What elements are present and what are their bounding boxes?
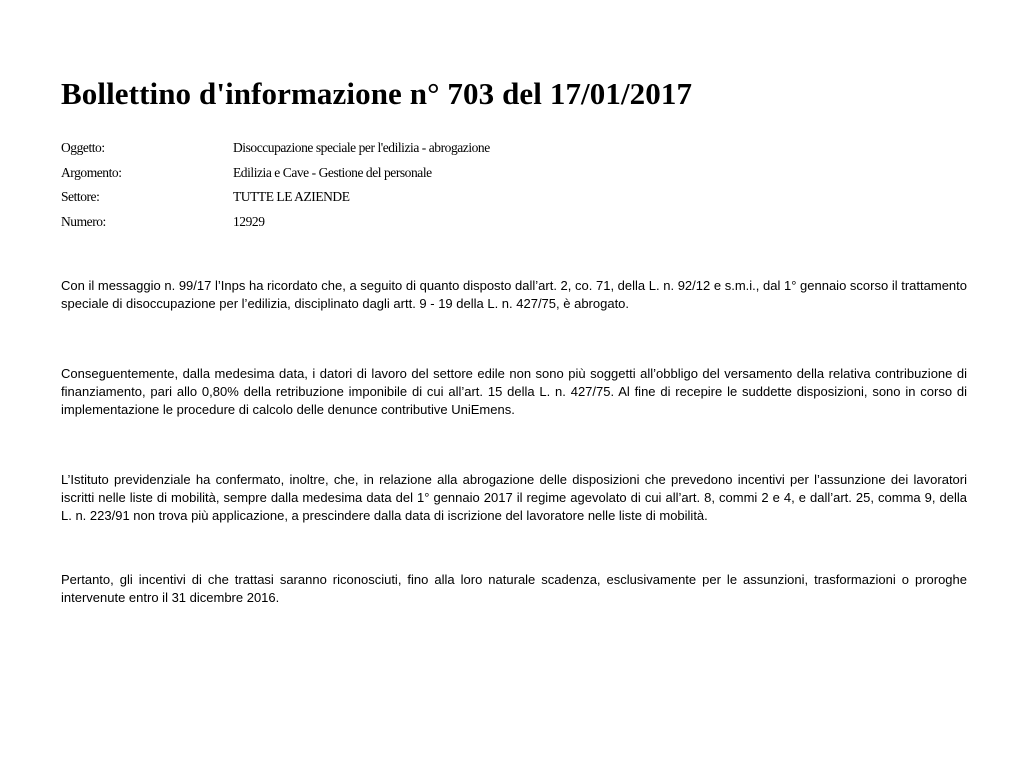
meta-value: 12929 [233, 213, 265, 229]
meta-label: Oggetto: [61, 140, 105, 155]
meta-value: Edilizia e Cave - Gestione del personale [233, 164, 432, 180]
meta-value: TUTTE LE AZIENDE [233, 189, 350, 204]
metadata-table [61, 139, 490, 237]
meta-value: Disoccupazione speciale per l'edilizia - abrogazione [233, 140, 490, 155]
meta-row-oggetto [61, 139, 490, 164]
body-paragraph: Pertanto, gli incentivi di che trattasi saranno riconosciuti, fino alla loro naturale scadenza, esclusivamente per le assunzioni, trasformazioni o proroghe intervenute entro il 31 dicembre 2016. [61, 572, 967, 605]
body-paragraph: Con il messaggio n. 99/17 l’Inps ha ricordato che, a seguito di quanto disposto dall’art. 2, co. 71, della L. n. 92/12 e s.m.i., dal 1° gennaio scorso il trattamento speciale di disoccupazione per l’edilizia, disciplinato dagli artt. 9 - 19 della L. n. 427/75, è abrogato. [61, 278, 967, 311]
meta-row-argomento [61, 164, 490, 189]
meta-label: Argomento: [61, 164, 122, 180]
meta-label: Settore: [61, 189, 100, 204]
meta-label: Numero: [61, 213, 106, 229]
bulletin-body [61, 277, 967, 655]
body-paragraph: L’Istituto previdenziale ha confermato, inoltre, che, in relazione alla abrogazione delle disposizioni che prevedono incentivi per l’assunzione dei lavoratori iscritti nelle liste di mobilità, sempre dalla medesima data del 1° gennaio 2017 il regime agevolato di cui all’art. 8, commi 2 e 4, e dall’art. 25, comma 9, della L. n. 223/91 non trova più applicazione, a prescindere dalla data di iscrizione del lavoratore nelle liste di mobilità. [61, 472, 967, 523]
page-title: Bollettino d'informazione n° 703 del 17/01/2017 [61, 76, 693, 111]
meta-row-numero [61, 213, 490, 238]
meta-row-settore [61, 188, 490, 213]
body-paragraph: Conseguentemente, dalla medesima data, i datori di lavoro del settore edile non sono più soggetti all’obbligo del versamento della relativa contribuzione di finanziamento, pari allo 0,80% della retribuzione imponibile di cui all’art. 15 della L. n. 427/75. Al fine di recepire le suddette disposizioni, sono in corso di implementazione le procedure di calcolo delle denunce contributive UniEmens. [61, 366, 967, 417]
